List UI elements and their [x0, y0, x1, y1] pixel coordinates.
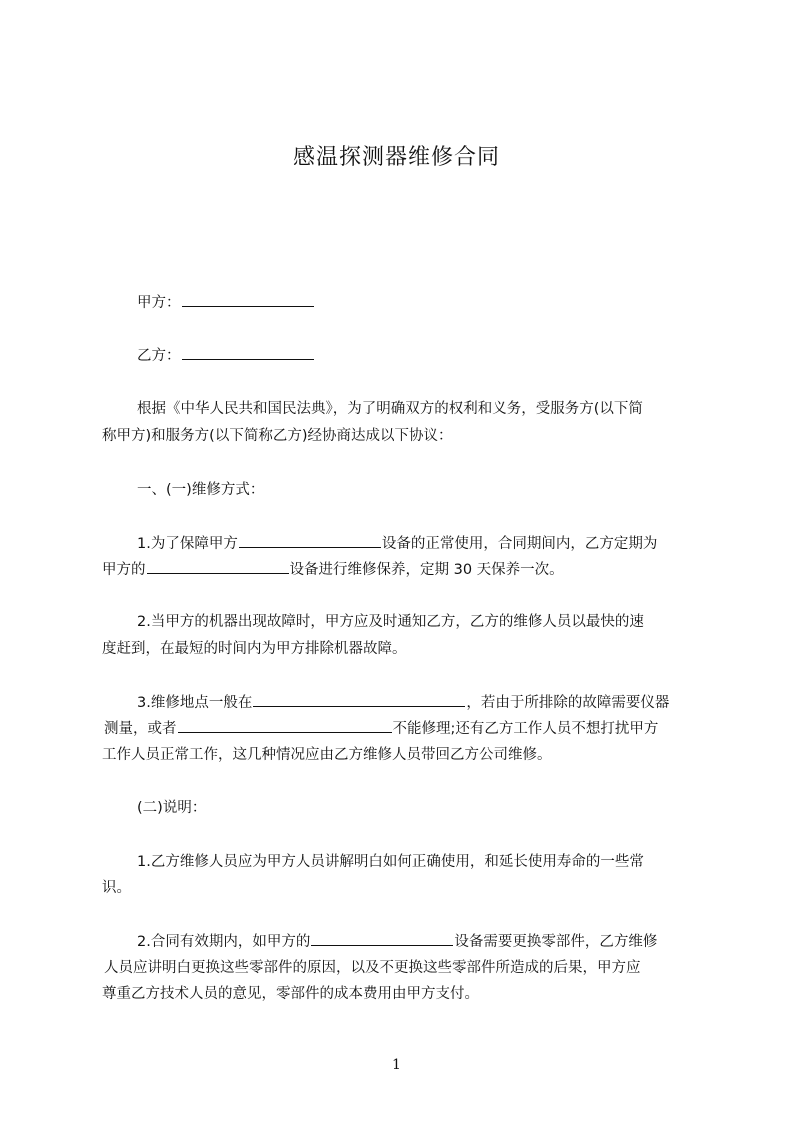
section1-heading: 一、(一)维修方式： [137, 482, 265, 498]
s1-item3-line1 [137, 692, 737, 713]
s1-item2-line1: 2.当甲方的机器出现故障时，甲方应及时通知乙方，乙方的维修人员以最快的速 [137, 614, 644, 630]
party-a-label: 甲方： [137, 295, 181, 311]
s2-item1-line2: 识。 [102, 880, 131, 896]
intro-line-1: 根据《中华人民共和国民法典》，为了明确双方的权利和义务，受服务方(以下简 [137, 401, 643, 417]
s1-item3-text-c: 测量，或者 [104, 721, 177, 737]
s2-item1-line1: 1.乙方维修人员应为甲方人员讲解明白如何正确使用，和延长使用寿命的一些常 [137, 854, 644, 870]
s2-item2-line2: 人员应讲明白更换这些零部件的原因，以及不更换这些零部件所造成的后果，甲方应 [104, 960, 641, 976]
s1-item3-blank-1 [253, 692, 465, 707]
s2-item2-text-a: 2.合同有效期内，如甲方的 [137, 934, 311, 950]
party-b-line [137, 345, 737, 366]
intro-line-2: 称甲方)和服务方(以下简称乙方)经协商达成以下协议： [102, 428, 453, 444]
s1-item1-blank-2 [147, 559, 289, 574]
s1-item1-text-c: 甲方的 [102, 562, 146, 578]
s2-item2-blank [311, 931, 453, 946]
s1-item3-text-a: 3.维修地点一般在 [137, 695, 253, 711]
s2-item2-text-b: 设备需要更换零部件，乙方维修 [454, 934, 658, 950]
s1-item1-line1 [137, 533, 737, 554]
page-number: 1 [392, 1057, 401, 1073]
s1-item1-line2 [102, 559, 702, 580]
s1-item3-line2 [104, 718, 704, 739]
s1-item3-text-b: ，若由于所排除的故障需要仪器 [466, 695, 670, 711]
s1-item1-text-a: 1.为了保障甲方 [137, 536, 238, 552]
s1-item1-text-d: 设备进行维修保养，定期 30 天保养一次。 [289, 562, 564, 578]
s2-item2-line1 [137, 931, 737, 952]
s1-item1-text-b: 设备的正常使用，合同期间内，乙方定期为 [381, 536, 658, 552]
party-b-label: 乙方： [137, 348, 181, 364]
party-b-blank [182, 345, 314, 360]
s1-item3-blank-2 [178, 718, 392, 733]
s1-item1-blank-1 [239, 533, 381, 548]
s1-item3-line3: 工作人员正常工作，这几种情况应由乙方维修人员带回乙方公司维修。 [102, 747, 552, 763]
section2-heading: (二)说明： [137, 800, 207, 816]
s1-item3-text-d: 不能修理;还有乙方工作人员不想打扰甲方 [392, 721, 659, 737]
party-a-line [137, 292, 737, 313]
s2-item2-line3: 尊重乙方技术人员的意见，零部件的成本费用由甲方支付。 [102, 986, 479, 1002]
document-title: 感温探测器维修合同 [292, 145, 500, 170]
s1-item2-line2: 度赶到，在最短的时间内为甲方排除机器故障。 [102, 641, 407, 657]
party-a-blank [182, 292, 314, 307]
